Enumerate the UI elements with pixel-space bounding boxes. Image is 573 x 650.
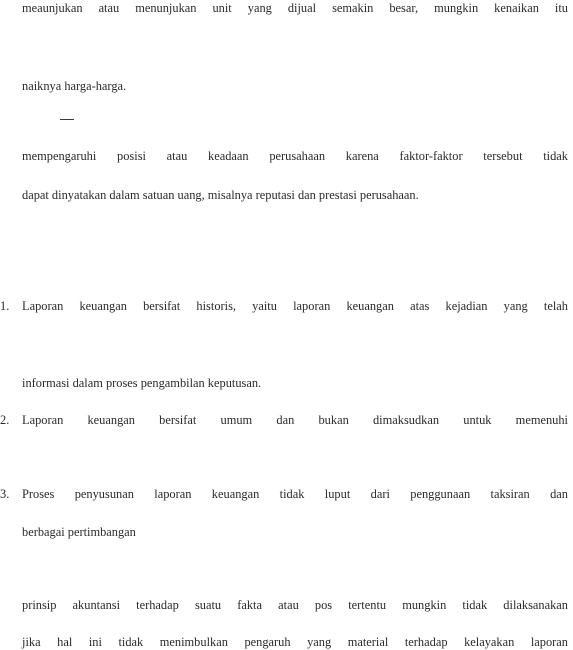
list-item-text: Proses penyusunan laporan keuangan tidak luput dari penggunaan taksiran dan (22, 487, 568, 501)
paragraph-line: prinsip akuntansi terhadap suatu fakta atau pos tertentu mungkin tidak dilaksanakan (22, 598, 568, 612)
list-item-text: Laporan keuangan bersifat umum dan bukan dimaksudkan untuk memenuhi (22, 413, 568, 427)
list-number: 2. (0, 413, 10, 427)
paragraph-line: meaunjukan atau menunjukan unit yang dijual semakin besar, mungkin kenaikan itu (22, 1, 568, 15)
list-number: 1. (0, 299, 10, 313)
paragraph-line: informasi dalam proses pengambilan keputusan. (22, 376, 262, 390)
paragraph-line: mempengaruhi posisi atau keadaan perusahaan karena faktor-faktor tersebut tidak (22, 149, 568, 163)
paragraph-line: jika hal ini tidak menimbulkan pengaruh yang material terhadap kelayakan laporan (22, 635, 568, 649)
paragraph-line: dapat dinyatakan dalam satuan uang, misalnya reputasi dan prestasi perusahaan. (22, 188, 419, 202)
list-item-text: Laporan keuangan bersifat historis, yaitu laporan keuangan atas kejadian yang telah (22, 299, 568, 313)
list-number: 3. (0, 487, 10, 501)
paragraph-line: naiknya harga-harga. (22, 79, 127, 93)
paragraph-line: berbagai pertimbangan (22, 525, 136, 539)
dash-separator (60, 119, 74, 120)
